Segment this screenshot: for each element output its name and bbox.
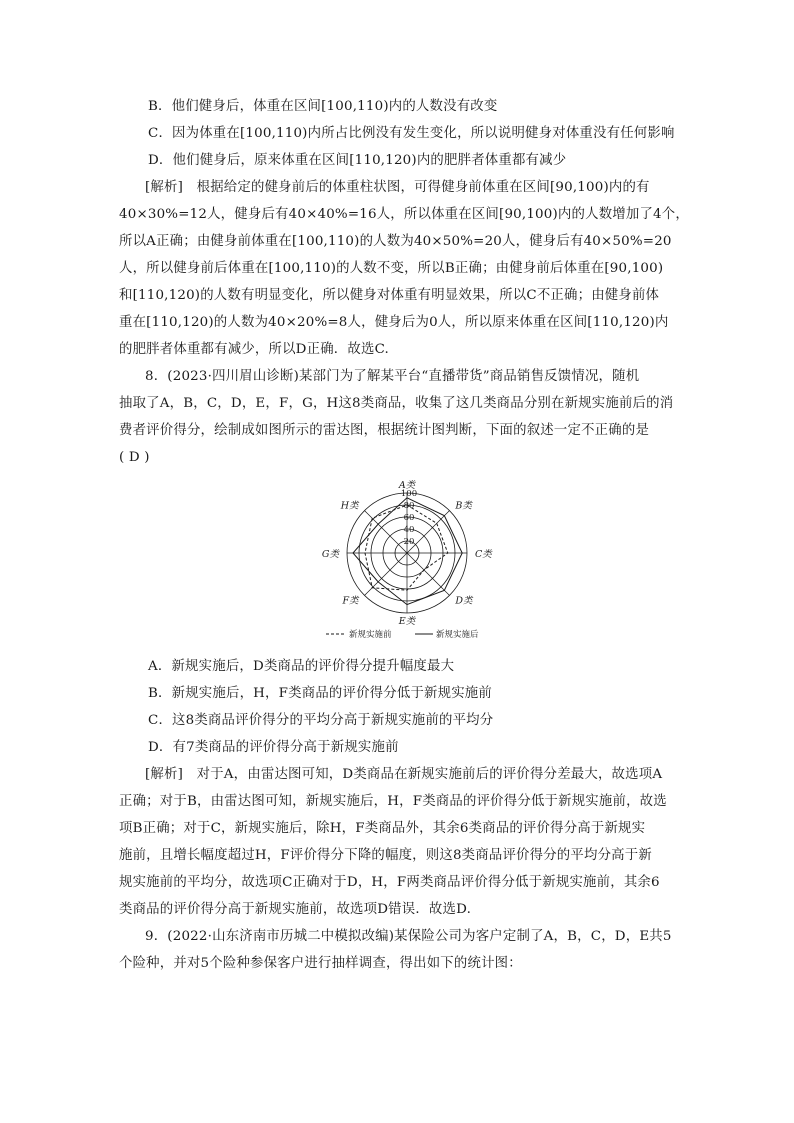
radar-axis-label: B类 <box>455 500 472 512</box>
radar-svg <box>320 480 510 646</box>
radar-axis-label: D类 <box>455 595 473 607</box>
option-b: B．新规实施后，H，F类商品的评价得分低于新规实施前 <box>148 686 492 701</box>
legend-label-before: 新规实施前 <box>349 630 392 640</box>
answer-bracket: ( D ) <box>119 450 150 465</box>
radar-axis-label: C类 <box>475 549 492 560</box>
option-a: A．新规实施后，D类商品的评价得分提升幅度最大 <box>148 659 455 674</box>
option-c: C．这8类商品评价得分的平均分高于新规实施前的平均分 <box>148 713 494 728</box>
analysis-line: 重在[110,120)的人数为40×20%=8人，健身后为0人，所以原来体重在区间[110,120)内 <box>119 315 669 330</box>
radar-tick-label: 40 <box>403 525 415 535</box>
analysis-line: 40×30%=12人，健身后有40×40%=16人，所以体重在区间[90,100)内的人数增加了4个， <box>119 207 689 222</box>
radar-axis-label: E类 <box>398 616 416 627</box>
question-d-option: D．他们健身后，原来体重在区间[110,120)内的肥胖者体重都有减少 <box>148 153 567 168</box>
question-9-stem: 9．(2022·山东济南市历城二中模拟改编)某保险公司为客户定制了A，B，C，D，E共5 <box>145 929 672 944</box>
radar-chart <box>320 480 510 646</box>
analysis-line: 所以A正确；由健身前体重在[100,110)的人数为40×50%=20人，健身后有40×50%=20 <box>119 234 672 249</box>
analysis-line: 规实施前的平均分，故选项C正确对于D，H，F两类商品评价得分低于新规实施前，其余6 <box>119 875 660 890</box>
analysis-line: [解析] 对于A，由雷达图可知，D类商品在新规实施前后的评价得分差最大，故选项A <box>145 767 663 782</box>
radar-axis-label: H类 <box>340 500 359 512</box>
analysis-line: 正确；对于B，由雷达图可知，新规实施后，H，F类商品的评价得分低于新规实施前，故选 <box>119 794 667 809</box>
question-c-option: C．因为体重在[100,110)内所占比例没有发生变化，所以说明健身对体重没有任何影响 <box>148 126 675 141</box>
question-8-stem: 费者评价得分，绘制成如图所示的雷达图，根据统计图判断，下面的叙述一定不正确的是 <box>119 423 650 438</box>
radar-tick-label: 60 <box>403 513 415 523</box>
question-b-option: B．他们健身后，体重在区间[100,110)内的人数没有改变 <box>148 99 498 114</box>
analysis-line: 的肥胖者体重都有减少，所以D正确．故选C. <box>119 342 389 357</box>
analysis-line: 人，所以健身前后体重在[100,110)的人数不变，所以B正确；由健身前后体重在[90,100) <box>119 261 664 276</box>
radar-spoke <box>407 553 449 595</box>
question-8-stem: 抽取了A，B，C，D，E，F，G，H这8类商品，收集了这几类商品分别在新规实施前后的消 <box>119 396 674 411</box>
analysis-line: 项B正确；对于C，新规实施后，除H，F类商品外，其余6类商品的评价得分高于新规实 <box>119 821 646 836</box>
radar-axis-label: G类 <box>321 549 339 560</box>
radar-tick-label: 20 <box>403 537 415 547</box>
option-d: D．有7类商品的评价得分高于新规实施前 <box>148 740 399 755</box>
analysis-line: 类商品的评价得分高于新规实施前，故选项D错误．故选D. <box>119 902 472 917</box>
question-9-stem: 个险种，并对5个险种参保客户进行抽样调查，得出如下的统计图： <box>119 956 522 971</box>
radar-tick-label: 100 <box>400 489 418 499</box>
analysis-line: 和[110,120)的人数有明显变化，所以健身对体重有明显效果，所以C不正确；由健身前体 <box>119 288 660 303</box>
analysis-line: [解析] 根据给定的健身前后的体重柱状图，可得健身前体重在区间[90,100)内的有 <box>145 180 650 195</box>
radar-axis-label: A类 <box>398 480 416 491</box>
question-8-stem: 8．(2023·四川眉山诊断)某部门为了解某平台“直播带货”商品销售反馈情况，随机 <box>145 369 640 384</box>
legend-label-after: 新规实施后 <box>436 630 479 640</box>
radar-axis-label: F类 <box>342 595 359 607</box>
analysis-line: 施前，且增长幅度超过H，F评价得分下降的幅度，则这8类商品评价得分的平均分高于新 <box>119 848 652 863</box>
radar-tick-label: 80 <box>403 501 415 511</box>
